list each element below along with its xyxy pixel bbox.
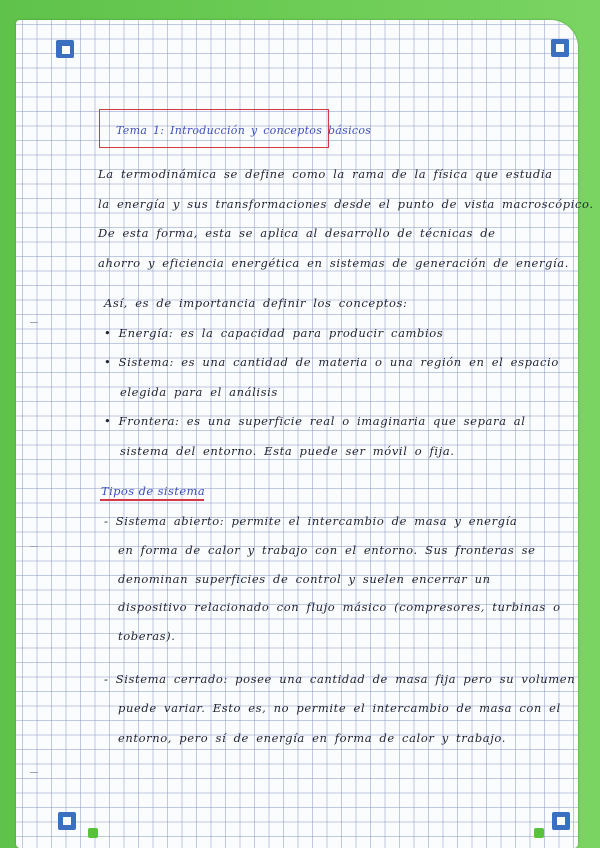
section-subtitle: Tipos de sistema [101,484,206,498]
subtitle-underline [100,499,204,501]
closed-system-line: - Sistema cerrado: posee una cantidad de masa fija pero su volumen [104,672,576,686]
bullet-energia: • Energía: es la capacidad para producir cambios [104,326,444,340]
page-title: Tema 1: Introducción y conceptos básicos [116,124,372,137]
bullet-frontera-cont: sistema del entorno. Esta puede ser móvil o fija. [120,444,455,458]
open-system-line: toberas). [118,629,176,643]
margin-tick [30,546,38,547]
bullet-sistema-cont: elegida para el análisis [120,385,278,399]
intro-line: Así, es de importancia definir los conceptos: [104,296,408,310]
margin-tick [30,772,38,773]
paragraph-line: la energía y sus transformaciones desde el punto de vista macroscópico. [98,197,594,211]
open-system-line: - Sistema abierto: permite el intercambio de masa y energía [104,514,518,528]
corner-marker-bottom-left [58,812,76,830]
open-system-line: dispositivo relacionado con flujo másico (compresores, turbinas o [118,600,561,614]
closed-system-line: puede variar. Esto es, no permite el intercambio de masa con el [118,701,561,715]
open-system-line: denominan superficies de control y suelen encerrar un [118,572,491,586]
bullet-frontera: • Frontera: es una superficie real o imaginaria que separa al [104,414,526,428]
corner-dot-bottom-right [534,828,544,838]
page-top [16,20,578,60]
paragraph-line: La termodinámica se define como la rama de la física que estudia [98,167,553,181]
paragraph-line: De esta forma, esta se aplica al desarrollo de técnicas de [98,226,496,240]
margin-tick [30,322,38,323]
corner-dot-bottom-left [88,828,98,838]
bullet-sistema: • Sistema: es una cantidad de materia o una región en el espacio [104,355,559,369]
corner-marker-bottom-right [552,812,570,830]
open-system-line: en forma de calor y trabajo con el entorno. Sus fronteras se [118,543,536,557]
corner-marker-top-right [551,39,569,57]
corner-marker-top-left [56,40,74,58]
paragraph-line: ahorro y eficiencia energética en sistemas de generación de energía. [98,256,569,270]
closed-system-line: entorno, pero sí de energía en forma de calor y trabajo. [118,731,506,745]
